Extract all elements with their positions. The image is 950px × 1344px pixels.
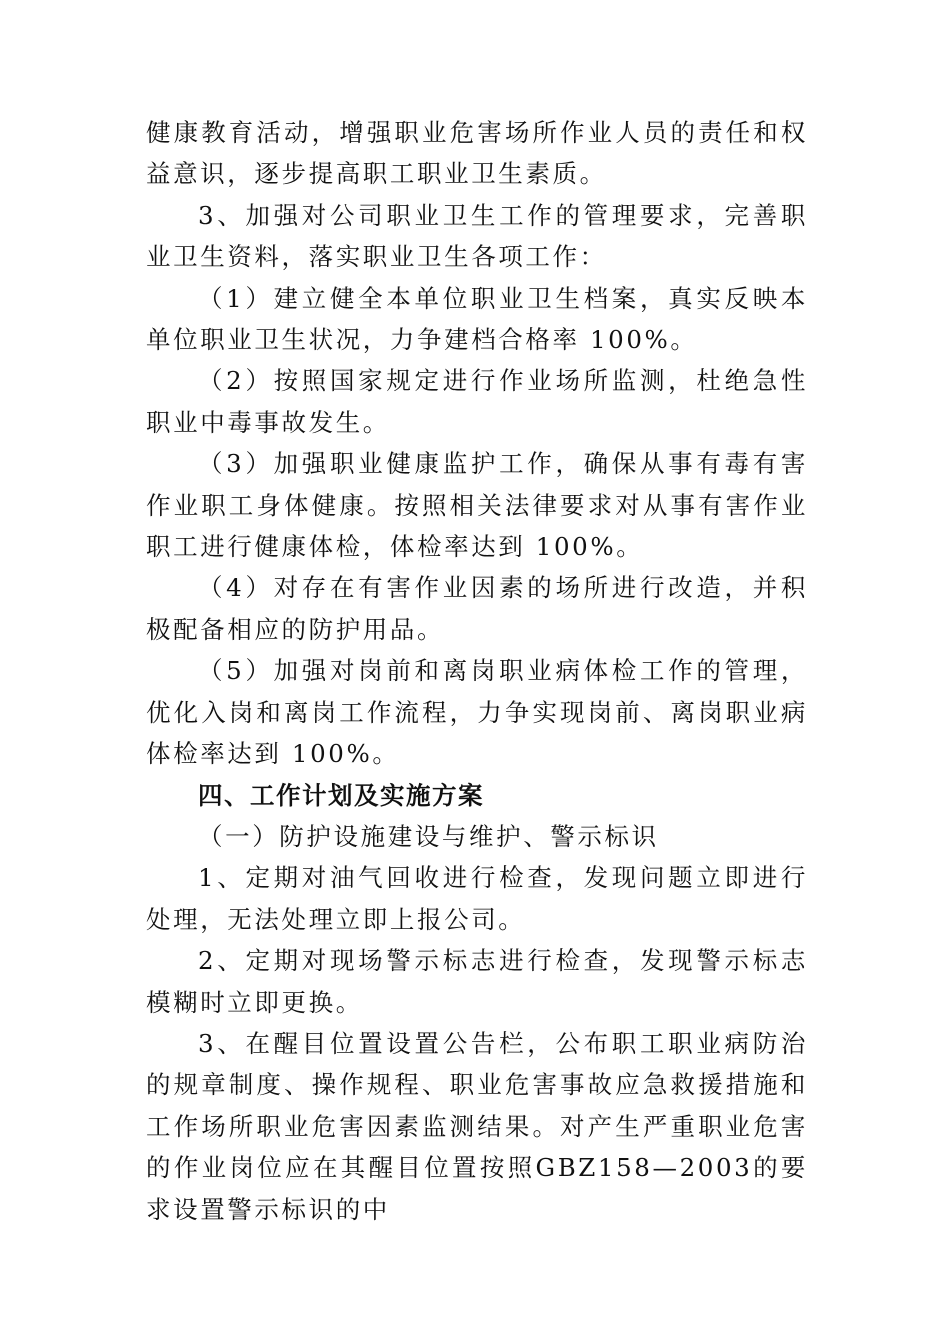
paragraph-item-1-vapor-recovery: 1、定期对油气回收进行检查，发现问题立即进行处理，无法处理立即上报公司。 <box>146 863 808 934</box>
paragraph-subitem-2-monitoring: （2）按照国家规定进行作业场所监测，杜绝急性职业中毒事故发生。 <box>146 366 808 437</box>
subsection-heading-protection: （一）防护设施建设与维护、警示标识 <box>198 821 659 851</box>
paragraph-item-3-management: 3、加强对公司职业卫生工作的管理要求，完善职业卫生资料，落实职业卫生各项工作： <box>146 200 808 272</box>
document-body <box>146 112 808 1230</box>
paragraph-item-3-bulletin-board: 3、在醒目位置设置公告栏，公布职工职业病防治的规章制度、操作规程、职业危害事故应急救援措施和工作场所职业危害因素监测结果。对产生严重职业危害的作业岗位应在其醒目位置按照GBZ158—2003的要求设置警示标识的中 <box>146 1028 808 1224</box>
paragraph-subitem-4-renovation: （4）对存在有害作业因素的场所进行改造，并积极配备相应的防护用品。 <box>146 573 808 644</box>
paragraph-item-2-warning-signs: 2、定期对现场警示标志进行检查，发现警示标志模糊时立即更换。 <box>146 946 808 1017</box>
section-heading-work-plan: 四、工作计划及实施方案 <box>198 780 484 810</box>
paragraph-subitem-1-archives: （1）建立健全本单位职业卫生档案，真实反映本单位职业卫生状况，力争建档合格率 100%。 <box>146 283 808 355</box>
paragraph-subitem-5-checkups: （5）加强对岗前和离岗职业病体检工作的管理，优化入岗和离岗工作流程，力争实现岗前、离岗职业病体检率达到 100%。 <box>146 656 808 769</box>
paragraph-subitem-3-health-surveillance: （3）加强职业健康监护工作，确保从事有毒有害作业职工身体健康。按照相关法律要求对从事有害作业职工进行健康体检，体检率达到 100%。 <box>146 449 808 562</box>
paragraph-health-education: 健康教育活动，增强职业危害场所作业人员的责任和权益意识，逐步提高职工职业卫生素质。 <box>146 118 808 189</box>
